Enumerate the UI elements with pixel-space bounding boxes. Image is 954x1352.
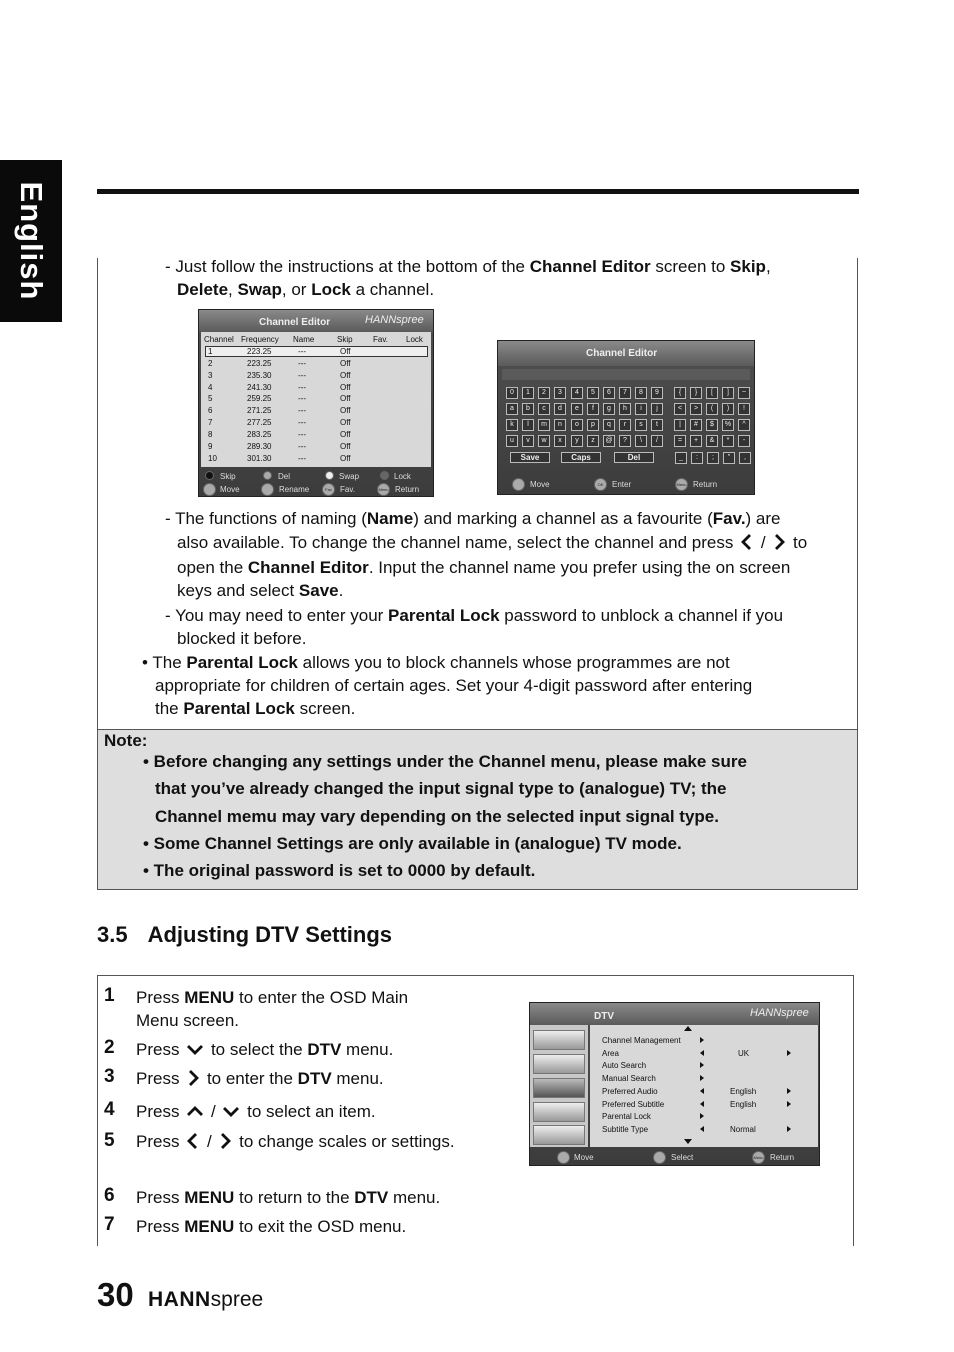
keyboard-key[interactable]: f [587, 403, 599, 415]
step-7-text: Press MENU to exit the OSD menu. [136, 1217, 407, 1236]
para1-line2: Delete, Swap, or Lock a channel. [177, 280, 435, 299]
del-button[interactable]: Del [614, 452, 654, 463]
down-arrow-icon [184, 1040, 206, 1058]
step-number: 1 [104, 985, 115, 1006]
keyboard-key[interactable]: $ [706, 419, 718, 431]
keyboard-key[interactable]: } [690, 387, 702, 399]
para2-line3: open the Channel Editor. Input the channel name you prefer using the on screen [177, 558, 791, 577]
picture-menu-icon[interactable] [533, 1030, 585, 1050]
language-tab-label: English [14, 181, 49, 301]
right-arrow-icon [700, 1113, 704, 1119]
setup-menu-icon[interactable] [533, 1102, 585, 1122]
keyboard-key[interactable]: @ [603, 435, 615, 447]
keyboard-key[interactable]: > [690, 403, 702, 415]
keyboard-key[interactable]: v [522, 435, 534, 447]
note-line: • Before changing any settings under the Channel menu, please make sure [143, 752, 747, 771]
down-arrow-icon [220, 1102, 242, 1120]
keyboard-key[interactable]: r [619, 419, 631, 431]
double-right-arrow-icon [700, 1037, 704, 1043]
osd-brand-logo: HANNspree [750, 1007, 809, 1019]
keyboard-key[interactable]: z [587, 435, 599, 447]
keyboard-key[interactable]: i [635, 403, 647, 415]
keyboard-key[interactable]: 3 [554, 387, 566, 399]
right-arrow-icon [787, 1050, 791, 1056]
keyboard-key[interactable]: 9 [651, 387, 663, 399]
note-heading: Note: [104, 731, 148, 750]
right-arrow-icon [787, 1126, 791, 1132]
note-line: • Some Channel Settings are only available in (analogue) TV mode. [143, 834, 682, 853]
keyboard-key[interactable]: w [538, 435, 550, 447]
keyboard-key[interactable]: & [706, 435, 718, 447]
keyboard-key[interactable]: 5 [587, 387, 599, 399]
osd-title: DTV [594, 1011, 614, 1022]
para1-line1: - Just follow the instructions at the bottom of the Channel Editor screen to Skip, [165, 257, 771, 276]
right-arrow-icon [770, 533, 788, 551]
keyboard-key[interactable]: - [738, 435, 750, 447]
scroll-up-icon[interactable] [684, 1026, 692, 1031]
swap-key-icon [325, 471, 334, 480]
menu-icon-column [530, 1025, 588, 1147]
keyboard-key[interactable]: % [722, 419, 734, 431]
keyboard-key[interactable]: q [603, 419, 615, 431]
keyboard-key[interactable]: o [571, 419, 583, 431]
osd-channel-list: Channel Editor HANNspree Channel Frequency Name Skip Fav. Lock 1 223.25 --- Off 2 223.25 --- Off 3 235.30 --- Off 4 241.30 --- Off 5 259.25 --- Off 6 271.25 --- Off 7 277.25 --- Off 8 283.25 --- Off 9 289.30 --- Off 10 301.30 --- Off Skip Del Swap Lock Move Rename Fav Fav. Menu Return [198, 309, 434, 497]
keyboard-key[interactable]: = [674, 435, 686, 447]
keyboard-key[interactable]: \ [635, 435, 647, 447]
move-dpad-icon [557, 1151, 570, 1164]
para2-line2: also available. To change the channel name, select the channel and press / to [177, 533, 808, 552]
keyboard-key[interactable]: s [635, 419, 647, 431]
lock-key-icon [380, 471, 389, 480]
key-underscore[interactable]: _ [675, 452, 687, 464]
left-arrow-icon [700, 1101, 704, 1107]
para3-line2: blocked it before. [177, 629, 307, 648]
right-arrow-icon [184, 1069, 202, 1087]
caps-button[interactable]: Caps [561, 452, 601, 463]
keyboard-key[interactable]: # [690, 419, 702, 431]
key-semicolon[interactable]: ; [707, 452, 719, 464]
left-arrow-icon [738, 533, 756, 551]
step-1-text: Press MENU to enter the OSD Main [136, 988, 409, 1007]
osd-keyboard: Channel Editor 0 1 2 3 4 5 6 7 8 9 { } [ ] ~ a b c d e f g h i j < > ( ) ! k l m n o p q r s t | # $ % ^ u v w x y z @ ? \ / = + & * - Save Caps Del _ : ; " , Move OK Enter Menu Return [497, 340, 755, 495]
keyboard-key[interactable]: t [651, 419, 663, 431]
para3-line1: - You may need to enter your Parental Lock password to unblock a channel if you [165, 606, 784, 625]
step-number: 7 [104, 1214, 115, 1235]
keyboard-key[interactable]: 0 [506, 387, 518, 399]
menu-key-icon: Menu [675, 478, 688, 491]
osd-title: Channel Editor [586, 348, 658, 359]
left-arrow-icon [700, 1126, 704, 1132]
language-tab [0, 160, 62, 322]
right-arrow-icon [700, 1062, 704, 1068]
osd-dtv-menu: DTV HANNspree Channel Management Area UK Auto Search Manual Search Preferred Audio English Preferred Subtitle English Parental Lock Subtitle Type Normal Move Select Menu Return [529, 1002, 820, 1166]
keyboard-key[interactable]: k [506, 419, 518, 431]
left-arrow-icon [700, 1050, 704, 1056]
keyboard-key[interactable]: j [651, 403, 663, 415]
keyboard-key[interactable]: u [506, 435, 518, 447]
keyboard-key[interactable]: + [690, 435, 702, 447]
note-line: • The original password is set to 0000 by default. [143, 861, 536, 880]
menu-key-icon: Menu [377, 483, 390, 496]
key-quote[interactable]: " [723, 452, 735, 464]
keyboard-key[interactable]: ? [619, 435, 631, 447]
left-arrow-icon [700, 1088, 704, 1094]
step-number: 5 [104, 1130, 115, 1151]
key-colon[interactable]: : [691, 452, 703, 464]
right-arrow-icon [787, 1088, 791, 1094]
step-2-text: Press to select the DTV menu. [136, 1040, 394, 1059]
save-button[interactable]: Save [510, 452, 550, 463]
keyboard-key[interactable]: d [554, 403, 566, 415]
top-rule [97, 189, 859, 194]
osd-title: Channel Editor [259, 317, 331, 328]
step-4-text: Press / to select an item. [136, 1102, 376, 1121]
scroll-down-icon[interactable] [684, 1139, 692, 1144]
keyboard-key[interactable]: < [674, 403, 686, 415]
keyboard-key[interactable]: ~ [738, 387, 750, 399]
keyboard-key[interactable]: y [571, 435, 583, 447]
selected-row-highlight [205, 346, 428, 357]
keyboard-key[interactable]: 7 [619, 387, 631, 399]
right-arrow-icon [700, 1075, 704, 1081]
keyboard-key[interactable]: ! [738, 403, 750, 415]
left-arrow-icon [184, 1132, 202, 1150]
step-number: 4 [104, 1099, 115, 1120]
keyboard-key[interactable]: ) [722, 403, 734, 415]
osd-channel-table: Channel Frequency Name Skip Fav. Lock 1 223.25 --- Off 2 223.25 --- Off 3 235.30 --- Off 4 241.30 --- Off 5 259.25 --- Off 6 271.25 --- Off 7 277.25 --- Off 8 283.25 --- Off 9 289.30 --- Off 10 301.30 --- Off [201, 332, 431, 467]
keyboard-key[interactable]: 4 [571, 387, 583, 399]
right-arrow-icon [216, 1132, 234, 1150]
keyboard-key[interactable]: * [722, 435, 734, 447]
keyboard-key[interactable]: { [674, 387, 686, 399]
dtv-menu-list: Channel Management Area UK Auto Search Manual Search Preferred Audio English Preferred Subtitle English Parental Lock Subtitle Type Normal [590, 1025, 818, 1147]
keyboard-key[interactable]: e [571, 403, 583, 415]
keyboard-key[interactable]: p [587, 419, 599, 431]
keyboard-key[interactable]: ( [706, 403, 718, 415]
keyboard-key[interactable]: [ [706, 387, 718, 399]
menu-key-icon: Menu [752, 1151, 765, 1164]
tools-menu-icon[interactable] [533, 1125, 585, 1145]
note-line: Channel memu may vary depending on the selected input signal type. [155, 807, 719, 826]
para4-line2: appropriate for children of certain ages. Set your 4-digit password after entering [155, 676, 753, 695]
step-number: 3 [104, 1066, 115, 1087]
step-number: 2 [104, 1037, 115, 1058]
para4-line3: the Parental Lock screen. [155, 699, 356, 718]
keyboard-key[interactable]: | [674, 419, 686, 431]
move-dpad-icon [512, 478, 525, 491]
step-1-text-cont: Menu screen. [136, 1011, 239, 1030]
keyboard-key[interactable]: 2 [538, 387, 550, 399]
step-number: 6 [104, 1185, 115, 1206]
note-line: that you’ve already changed the input signal type to (analogue) TV; the [155, 779, 727, 798]
page-number: 30 [97, 1276, 134, 1313]
left-right-icon [653, 1151, 666, 1164]
keyboard-key[interactable]: n [554, 419, 566, 431]
step-5-text: Press / to change scales or settings. [136, 1132, 455, 1151]
para2-line1: - The functions of naming (Name) and marking a channel as a favourite (Fav.) are [165, 509, 781, 528]
keyboard-key[interactable]: m [538, 419, 550, 431]
keyboard-key[interactable]: 6 [603, 387, 615, 399]
keyboard-key[interactable]: ] [722, 387, 734, 399]
dtv-menu-icon[interactable] [533, 1078, 585, 1098]
up-arrow-icon [184, 1102, 206, 1120]
key-comma[interactable]: , [739, 452, 751, 464]
del-key-icon [263, 471, 272, 480]
keyboard-key[interactable]: x [554, 435, 566, 447]
sound-menu-icon[interactable] [533, 1054, 585, 1074]
name-entry-field[interactable] [502, 369, 750, 380]
right-arrow-icon [787, 1101, 791, 1107]
keyboard-key[interactable]: c [538, 403, 550, 415]
osd-brand-logo: HANNspree [365, 314, 424, 326]
note-box [97, 729, 858, 890]
move-dpad-icon [203, 483, 216, 496]
section-heading: 3.5 Adjusting DTV Settings [97, 922, 393, 947]
left-right-icon [261, 483, 274, 496]
keyboard-key[interactable]: / [651, 435, 663, 447]
fav-key-icon: Fav [322, 483, 335, 496]
ok-key-icon: OK [594, 478, 607, 491]
keyboard-key[interactable]: b [522, 403, 534, 415]
para4-line1: • The Parental Lock allows you to block channels whose programmes are not [142, 653, 730, 672]
keyboard-key[interactable]: 8 [635, 387, 647, 399]
keyboard-key[interactable]: 1 [522, 387, 534, 399]
step-6-text: Press MENU to return to the DTV menu. [136, 1188, 441, 1207]
keyboard-key[interactable]: g [603, 403, 615, 415]
keyboard-key[interactable]: h [619, 403, 631, 415]
keyboard-key[interactable]: a [506, 403, 518, 415]
para2-line4: keys and select Save. [177, 581, 344, 600]
footer-brand-logo: HANNspree [148, 1288, 264, 1311]
keyboard-key[interactable]: ^ [738, 419, 750, 431]
skip-key-icon [205, 471, 214, 480]
step-3-text: Press to enter the DTV menu. [136, 1069, 384, 1088]
keyboard-key[interactable]: l [522, 419, 534, 431]
